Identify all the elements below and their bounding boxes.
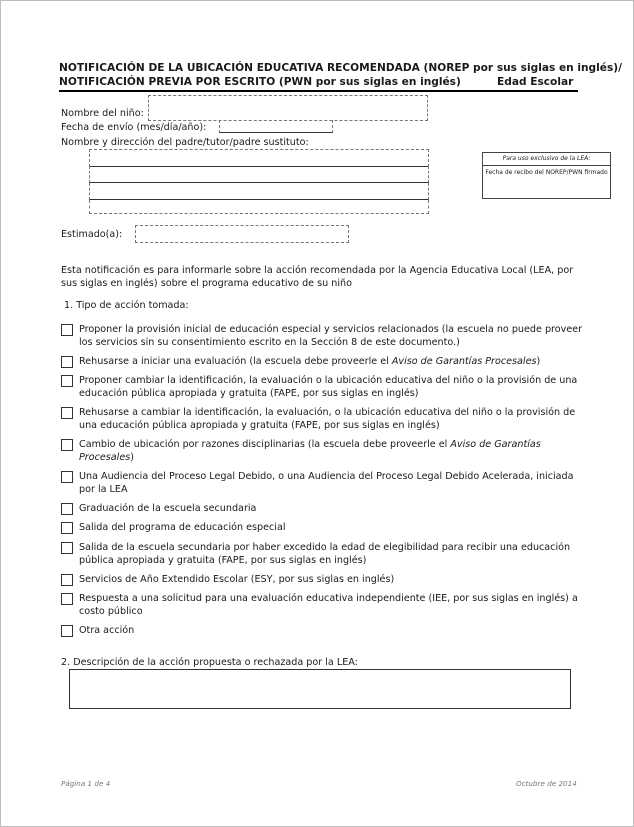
checkbox-option-2[interactable] — [61, 356, 73, 368]
section-2-heading: 2. Descripción de la acción propuesta o rechazada por la LEA: — [61, 657, 358, 668]
option-3-text: Proponer cambiar la identificación, la evaluación o la ubicación educativa del niño o la provisión de una educación pública apropiada y gratuita (FAPE, por sus siglas en inglés) — [79, 375, 578, 399]
description-field[interactable] — [69, 669, 571, 709]
form-title — [59, 61, 622, 89]
parent-line-1[interactable] — [89, 149, 429, 167]
checkbox-option-1[interactable] — [61, 324, 73, 336]
option-11-text: Respuesta a una solicitud para una evaluación educativa independiente (IEE, por sus siglas en inglés) a costo público — [79, 593, 578, 617]
title-line-1: NOTIFICACIÓN DE LA UBICACIÓN EDUCATIVA RECOMENDADA (NOREP por sus siglas en inglés)/ — [59, 62, 622, 74]
checkbox-option-6[interactable] — [61, 471, 73, 483]
lea-box-title: Para uso exclusivo de la LEA: — [483, 153, 610, 166]
checkbox-option-11[interactable] — [61, 593, 73, 605]
parent-label: Nombre y dirección del padre/tutor/padre sustituto: — [61, 137, 309, 148]
option-12-text: Otra acción — [79, 625, 135, 636]
page-number: Página 1 de 4 — [61, 779, 111, 788]
option-2-text — [79, 355, 584, 368]
parent-line-4[interactable] — [89, 200, 429, 214]
option-6-text: Una Audiencia del Proceso Legal Debido, o una Audiencia del Proceso Legal Debido Acelerada, iniciada por la LEA — [79, 471, 574, 495]
option-2-text-end: ) — [536, 356, 541, 367]
title-line-2: NOTIFICACIÓN PREVIA POR ESCRITO (PWN por sus siglas en inglés) — [59, 76, 461, 88]
option-5-text-emphasis: Aviso de Garantías Procesales — [79, 439, 541, 463]
footer-date: Octubre de 2014 — [516, 779, 577, 788]
child-name-field[interactable] — [148, 95, 428, 121]
option-5-text — [79, 438, 584, 464]
checkbox-option-5[interactable] — [61, 439, 73, 451]
checkbox-option-3[interactable] — [61, 375, 73, 387]
checkbox-option-9[interactable] — [61, 542, 73, 554]
lea-box-receipt-date: Fecha de recibo del NOREP/PWN firmado — [485, 169, 608, 176]
intro-paragraph: Esta notificación es para informarle sobre la acción recomendada por la Agencia Educativa Local (LEA, por sus siglas en inglés) sobre el programa educativo de su niño — [61, 265, 574, 289]
send-date-field[interactable] — [219, 120, 333, 133]
option-5-text-end: ) — [130, 452, 134, 463]
option-4-text: Rehusarse a cambiar la identificación, la evaluación, o la ubicación educativa del niño o la provisión de una educación pública apropiada y gratuita (FAPE, por sus siglas en inglés) — [79, 407, 576, 431]
title-rule — [59, 90, 578, 92]
section-1-heading: 1. Tipo de acción tomada: — [64, 300, 189, 311]
option-2-text-emphasis: Aviso de Garantías Procesales — [391, 356, 537, 367]
option-7-text: Graduación de la escuela secundaria — [79, 503, 257, 514]
option-10-text: Servicios de Año Extendido Escolar (ESY, por sus siglas en inglés) — [79, 574, 395, 585]
dear-field[interactable] — [135, 225, 349, 243]
child-name-label: Nombre del niño: — [61, 108, 144, 119]
parent-line-3[interactable] — [89, 183, 429, 200]
checkbox-option-7[interactable] — [61, 503, 73, 515]
option-2-text-main: Rehusarse a iniciar una evaluación (la escuela debe proveerle el — [79, 356, 392, 367]
parent-line-2[interactable] — [89, 166, 429, 183]
option-9-text: Salida de la escuela secundaria por haber excedido la edad de elegibilidad para recibir una educación pública apropiada y gratuita (FAPE, por sus siglas en inglés) — [79, 542, 571, 566]
lea-use-box — [482, 152, 611, 199]
option-1-text: Proponer la provisión inicial de educación especial y servicios relacionados (la escuela no puede proveer los servicios sin su consentimiento escrito en la Sección 8 de este documento.) — [79, 324, 583, 348]
grade-label: Edad Escolar — [497, 76, 574, 88]
option-5-text-main: Cambio de ubicación por razones disciplinarias (la escuela debe proveerle el — [79, 439, 451, 450]
checkbox-option-4[interactable] — [61, 407, 73, 419]
send-date-label: Fecha de envío (mes/día/año): — [61, 122, 207, 133]
option-8-text: Salida del programa de educación especial — [79, 522, 286, 533]
checkbox-option-12[interactable] — [61, 625, 73, 637]
checkbox-option-8[interactable] — [61, 522, 73, 534]
checkbox-option-10[interactable] — [61, 574, 73, 586]
dear-label: Estimado(a): — [61, 229, 123, 240]
